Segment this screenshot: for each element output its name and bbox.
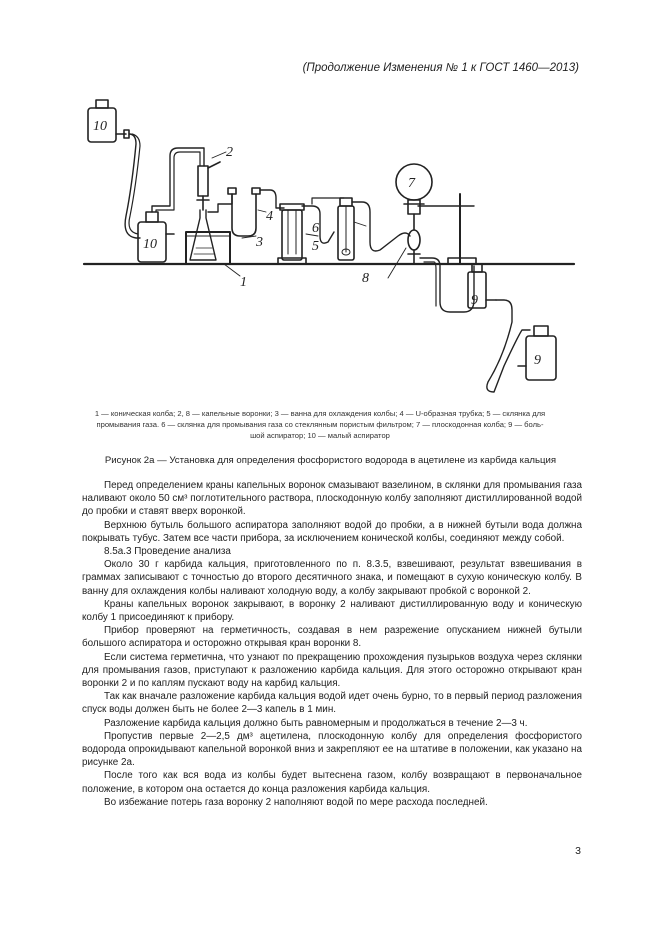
label-8: 8	[362, 271, 369, 286]
label-6: 6	[312, 221, 319, 236]
gas-washing-bottle-6	[338, 198, 354, 260]
continuation-header: (Продолжение Изменения № 1 к ГОСТ 1460—2013)	[302, 62, 579, 74]
legend-line: промывания газа. 6 — склянка для промывания газа со стеклянным пористым фильтром; 7 — плоскодонная колба; 9 — боль-	[96, 420, 544, 429]
gas-washing-bottle-5	[278, 204, 306, 264]
lab-stand	[418, 194, 476, 264]
label-4: 4	[266, 209, 273, 224]
conical-flask-1	[190, 210, 216, 260]
aspirator-hose	[125, 134, 140, 238]
apparatus-figure	[44, 86, 614, 404]
label-10-top: 10	[93, 119, 107, 134]
label-3: 3	[256, 235, 263, 250]
dropping-funnel-8	[408, 214, 420, 264]
label-9-upper: 9	[471, 293, 478, 308]
paragraph: Так как вначале разложение карбида кальция водой идет очень бурно, то в первый период разложения спуск воды должен быть не более 2—3 капель в 1 мин.	[82, 691, 582, 716]
paragraph: Во избежание потерь газа воронку 2 наполняют водой по мере расхода последней.	[104, 796, 488, 808]
u-tube-4	[228, 188, 260, 236]
figure-title: Рисунок 2а — Установка для определения фосфористого водорода в ацетилене из карбида кальция	[104, 455, 557, 466]
body-text	[82, 479, 582, 809]
label-5: 5	[312, 239, 319, 254]
label-1: 1	[240, 275, 247, 290]
figure-legend	[50, 408, 590, 441]
dropping-funnel-2	[197, 162, 220, 210]
paragraph: Перед определением краны капельных воронок смазывают вазелином, в склянки для промывания газа наливают около 50 см³ поглотительного раствора, плоскодонную колбу заполняют дистиллированной водой до пробки и ставят вверх воронкой.	[82, 480, 582, 518]
paragraph: Если система герметична, что узнают по прекращению прохождения пузырьков воздуха через склянки для промывания газов, приступают к разложению карбида кальция. Для этого осторожно открывают кран воронки 2 и по каплям пускают воду на карбид кальция.	[82, 651, 582, 690]
label-10-bottom: 10	[143, 237, 157, 252]
legend-line: шой аспиратор; 10 — малый аспиратор	[250, 431, 390, 440]
paragraph: Прибор проверяют на герметичность, создавая в нем разрежение опусканием нижней бутыли большого аспиратора и осторожно открывая кран воронки 8.	[82, 625, 582, 650]
apparatus-diagram	[44, 86, 614, 404]
legend-line: 1 — коническая колба; 2, 8 — капельные воронки; 3 — ванна для охлаждения колбы; 4 — U-образная трубка; 5 — склянка для	[94, 409, 546, 418]
paragraph: Верхнюю бутыль большого аспиратора заполняют водой до пробки, а в нижней бутыли вода должна покрывать тубус. Затем все части прибора, за исключением конической колбы, соединяют между собой.	[82, 519, 582, 544]
label-9-lower: 9	[534, 353, 541, 368]
paragraph: Разложение карбида кальция должно быть равномерным и продолжаться в течение 2—3 ч.	[104, 717, 528, 729]
label-7: 7	[408, 176, 415, 191]
label-2: 2	[226, 145, 233, 160]
paragraph: Около 30 г карбида кальция, приготовленного по п. 8.3.5, взвешивают, результат взвешивания в граммах записывают с точностью до второго десятичного знака, и помещают в сухую коническую колбу. В ванну для охлаждения колбы наливают холодную воду, а колбу закрывают пробкой с воронкой 2.	[82, 559, 582, 597]
section-heading: 8.5а.3 Проведение анализа	[104, 546, 231, 558]
page-number: 3	[575, 845, 581, 857]
paragraph: После того как вся вода из колбы будет вытеснена газом, колбу возвращают в первоначальное положение, в котором она остается до конца разложения карбида кальция.	[82, 770, 582, 795]
paragraph: Пропустив первые 2—2,5 дм³ ацетилена, плоскодонную колбу для определения фосфористого водорода опрокидывают капельной воронкой вниз и закрепляют ее на штативе в положении, как указано на рисунке 2а.	[82, 730, 582, 769]
paragraph: Краны капельных воронок закрывают, в воронку 2 наливают дистиллированную воду и коническую колбу 1 присоединяют к прибору.	[82, 598, 582, 624]
